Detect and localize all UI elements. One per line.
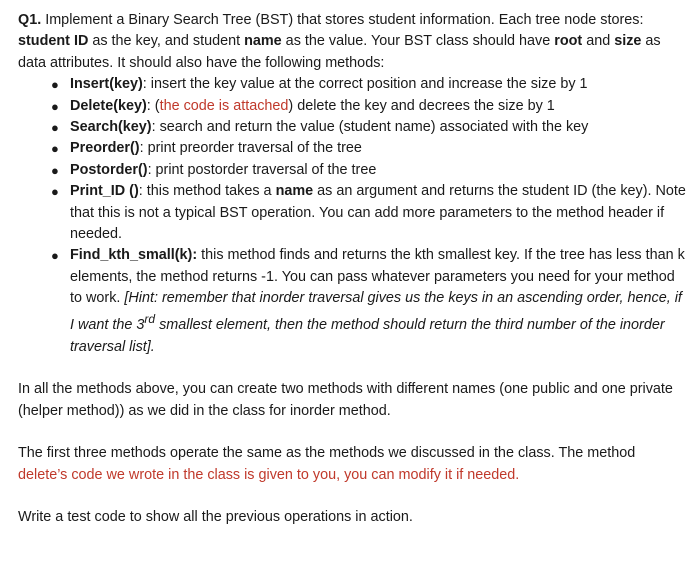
bullet-icon: ● [51,77,59,93]
helper-methods-paragraph: In all the methods above, you can create two methods with different names (one public and one private (helper method)) as we did in the class for inorder method. [18,381,673,419]
list-item: ● Find_kth_small(k): this method finds and returns the kth smallest key. If the tree has less than k elements, the method returns -1. You can pass whatever parameters you need for your method to work. [Hint: remember that inorder traversal gives us the keys in an ascending order, hence, if I want the 3rd smallest element, then the method should return the third number of the inorder traversal list]. [51,247,685,355]
bullet-icon: ● [51,162,59,178]
list-item: ● Print_ID (): this method takes a name as an argument and returns the student ID (the key). Note that this is not a typical BST operation. You can add more parameters to the method header if needed. [51,183,686,243]
test-code-paragraph: Write a test code to show all the previous operations in action. [18,508,413,525]
list-item: ● Preorder(): print preorder traversal of the tree [54,138,688,159]
list-item: ● Postorder(): print postorder traversal of the tree [54,160,688,181]
list-item: ● Search(key): search and return the value (student name) associated with the key [54,117,688,138]
bullet-icon: ● [51,184,59,200]
bullet-icon: ● [51,141,59,157]
list-item: ● Delete(key): (the code is attached) delete the key and decrees the size by 1 [54,96,688,117]
list-item: ● Insert(key): insert the key value at the correct position and increase the size by 1 [54,74,688,95]
bullet-icon: ● [51,98,59,114]
delete-code-paragraph: The first three methods operate the same as the methods we discussed in the class. The method delete’s code we wrote in the class is given to you, you can modify it if needed. [18,445,636,483]
bullet-icon: ● [51,120,59,136]
question-intro: Q1. Implement a Binary Search Tree (BST) that stores student information. Each tree node stores: student ID as the key, and student name as the value. Your BST class should have root and size as data attributes. It should also have the following methods: [18,12,661,71]
methods-list [18,74,688,358]
question-label: Q1. [18,12,42,28]
bullet-icon: ● [51,248,59,264]
hint-text: [Hint: remember that inorder traversal gives us the keys in an ascending order, hence, if I want the 3rd smallest element, then the method should return the third number of the inorder traversal list]. [70,290,682,355]
